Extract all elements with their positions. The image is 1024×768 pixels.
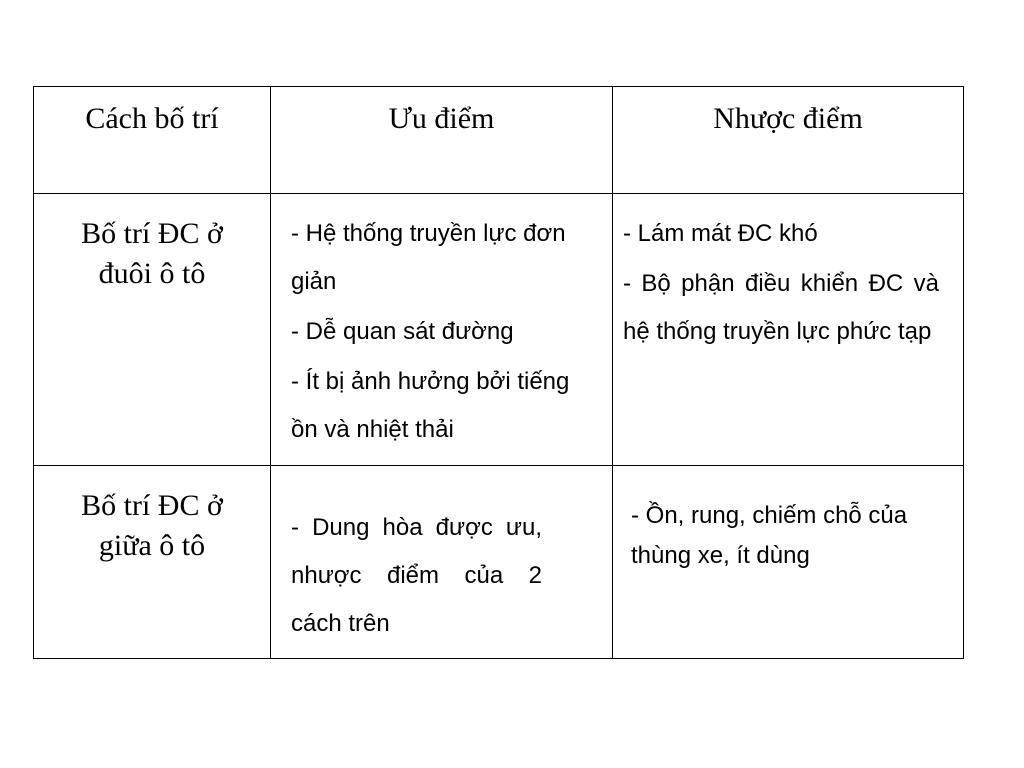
disadvantage-item: - Ồn, rung, chiếm chỗ của thùng xe, ít dùng (631, 502, 908, 569)
header-cell-advantages (271, 87, 613, 194)
header-cell-layout (34, 87, 271, 194)
advantages-list (271, 466, 612, 648)
advantages-cell (271, 466, 613, 659)
layout-cell (34, 194, 271, 466)
layout-cell (34, 466, 271, 659)
disadvantage-item: - Bộ phận điều khiển ĐC và hệ thống truyền lực phức tạp (623, 270, 939, 345)
disadvantages-list (613, 194, 963, 356)
advantage-item: - Dễ quan sát đường (291, 318, 514, 345)
table-row (34, 194, 964, 466)
header-layout-label: Cách bố trí (85, 102, 219, 135)
disadvantages-cell (613, 466, 964, 659)
header-cell-disadvantages (613, 87, 964, 194)
advantage-item: - Hệ thống truyền lực đơn giản (291, 220, 566, 295)
layout-label: Bố trí ĐC ở giữa ô tô (81, 489, 223, 562)
advantage-item: - Ít bị ảnh hưởng bởi tiếng ồn và nhiệt thải (291, 368, 570, 443)
header-disadvantages-label: Nhược điểm (713, 102, 863, 135)
layout-label: Bố trí ĐC ở đuôi ô tô (81, 217, 223, 290)
table-row (34, 466, 964, 659)
disadvantages-cell (613, 194, 964, 466)
advantage-item: - Dung hòa được ưu, nhược điểm của 2 cách trên (291, 514, 542, 637)
advantages-cell (271, 194, 613, 466)
header-advantages-label: Ưu điểm (388, 102, 495, 135)
comparison-table (33, 86, 964, 659)
disadvantage-item: - Lám mát ĐC khó (623, 220, 818, 247)
disadvantages-list (613, 466, 963, 576)
advantages-list (271, 194, 612, 454)
table-header-row (34, 87, 964, 194)
